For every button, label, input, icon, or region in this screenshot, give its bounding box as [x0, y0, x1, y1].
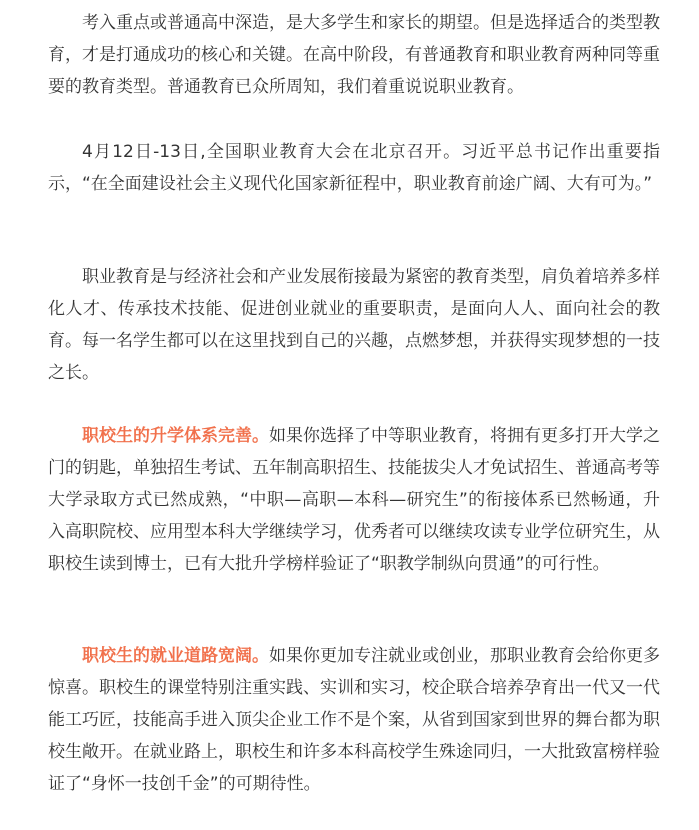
- further-study-body: 如果你选择了中等职业教育，将拥有更多打开大学之门的钥匙，单独招生考试、五年制高职招生、技能拔尖人才免试招生、普通高考等大学录取方式已然成熟，“中职—高职—本科—研究生”的衔接体系已然畅通，升入高职院校、应用型本科大学继续学习，优秀者可以继续攻读专业学位研究生，从职校生读到博士，已有大批升学榜样验证了“职教学制纵向贯通”的可行性。: [48, 426, 660, 574]
- further-study-heading: 职校生的升学体系完善。: [82, 426, 269, 446]
- paragraph-further-study: [48, 420, 660, 580]
- employment-heading: 职校生的就业道路宽阔。: [82, 646, 269, 666]
- paragraph-conference: 4月12日-13日,全国职业教育大会在北京召开。习近平总书记作出重要指示，“在全面建设社会主义现代化国家新征程中，职业教育前途广阔、大有可为。”: [48, 142, 660, 194]
- paragraph-vocational-education: 职业教育是与经济社会和产业发展衔接最为紧密的教育类型，肩负着培养多样化人才、传承技术技能、促进创业就业的重要职责，是面向人人、面向社会的教育。每一名学生都可以在这里找到自己的兴趣，点燃梦想，并获得实现梦想的一技之长。: [48, 267, 660, 383]
- paragraph-employment: [48, 640, 660, 800]
- employment-body: 如果你更加专注就业或创业，那职业教育会给你更多惊喜。职校生的课堂特别注重实践、实训和实习，校企联合培养孕育出一代又一代能工巧匠，技能高手进入顶尖企业工作不是个案，从省到国家到世界的舞台都为职校生敞开。在就业路上，职校生和许多本科高校学生殊途同归，一大批致富榜样验证了“身怀一技创千金”的可期待性。: [48, 646, 660, 794]
- paragraph-intro: 考入重点或普通高中深造，是大多学生和家长的期望。但是选择适合的类型教育，才是打通成功的核心和关键。在高中阶段，有普通教育和职业教育两种同等重要的教育类型。普通教育已众所周知，我们着重说说职业教育。: [48, 13, 660, 97]
